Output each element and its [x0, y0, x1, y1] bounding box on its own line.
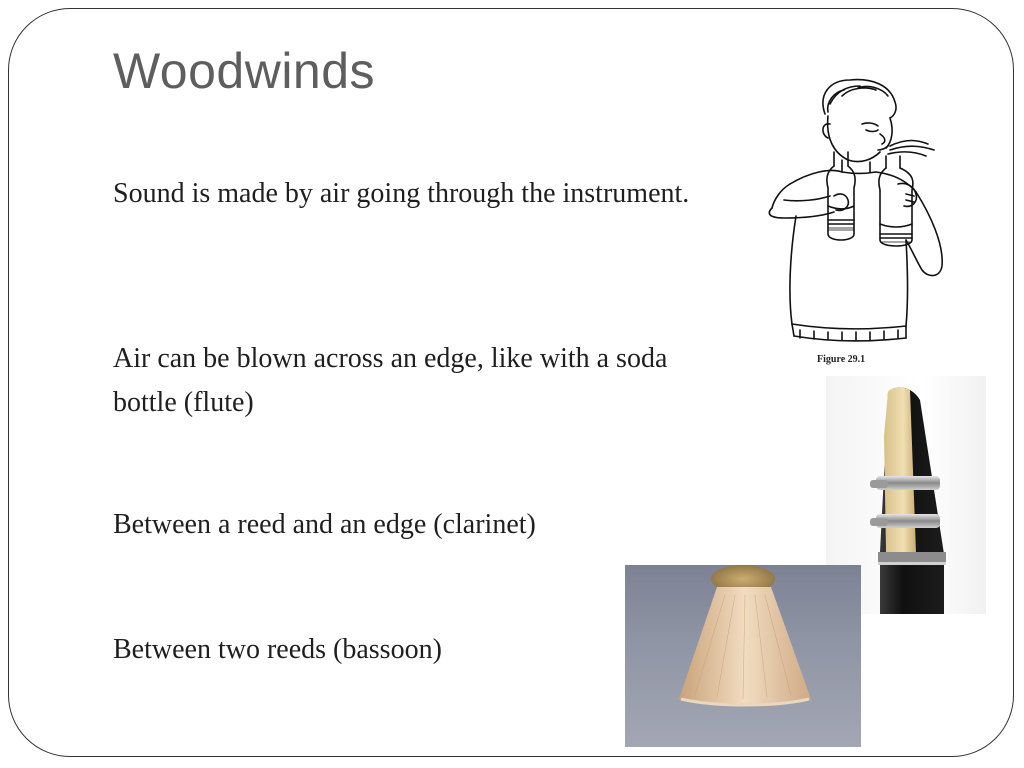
figure-caption: Figure 29.1 — [817, 354, 866, 365]
bullet-edge: Air can be blown across an edge, like with a soda bottle (flute) — [113, 343, 668, 418]
bullet-sound: Sound is made by air going through the instrument. — [113, 178, 690, 209]
slide-title: Woodwinds — [113, 43, 376, 99]
boy-blowing-bottles-illustration — [730, 74, 950, 342]
bassoon-double-reed-photo — [625, 565, 861, 747]
bullet-reed-edge: Between a reed and an edge (clarinet) — [113, 509, 536, 540]
bullet-two-reeds: Between two reeds (bassoon) — [113, 634, 442, 665]
